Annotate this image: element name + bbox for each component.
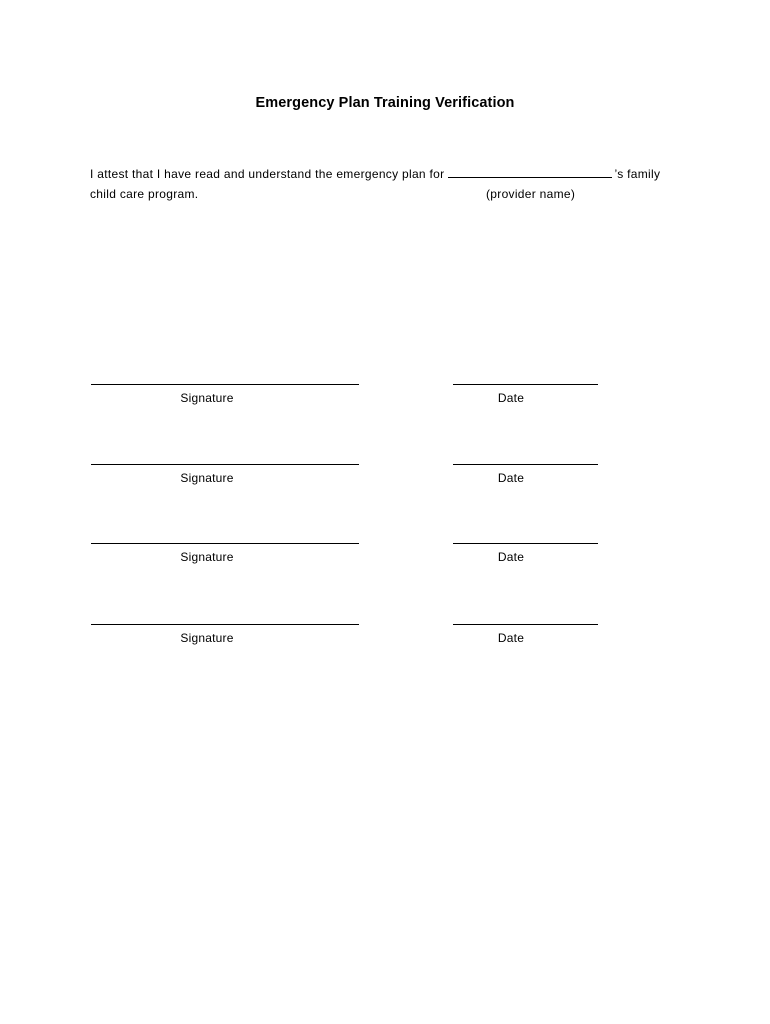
signature-label: Signature bbox=[180, 550, 234, 564]
date-line[interactable] bbox=[453, 624, 598, 625]
provider-name-blank[interactable] bbox=[448, 166, 612, 178]
provider-name-caption: (provider name) bbox=[486, 187, 576, 201]
page-title: Emergency Plan Training Verification bbox=[255, 95, 515, 111]
signature-line[interactable] bbox=[91, 464, 359, 465]
signature-label: Signature bbox=[180, 471, 234, 485]
date-label: Date bbox=[497, 471, 525, 485]
date-line[interactable] bbox=[453, 384, 598, 385]
attestation-line-1 bbox=[90, 166, 660, 181]
attestation-line-2: child care program. bbox=[90, 187, 199, 201]
date-label: Date bbox=[497, 550, 525, 564]
date-line[interactable] bbox=[453, 464, 598, 465]
attestation-text: I attest that I have read and understand the emergency plan for bbox=[90, 167, 445, 181]
date-line[interactable] bbox=[453, 543, 598, 544]
signature-line[interactable] bbox=[91, 543, 359, 544]
signature-line[interactable] bbox=[91, 624, 359, 625]
date-label: Date bbox=[497, 631, 525, 645]
signature-line[interactable] bbox=[91, 384, 359, 385]
signature-label: Signature bbox=[180, 631, 234, 645]
date-label: Date bbox=[497, 391, 525, 405]
attestation-suffix: ’s family bbox=[614, 167, 661, 181]
signature-label: Signature bbox=[180, 391, 234, 405]
